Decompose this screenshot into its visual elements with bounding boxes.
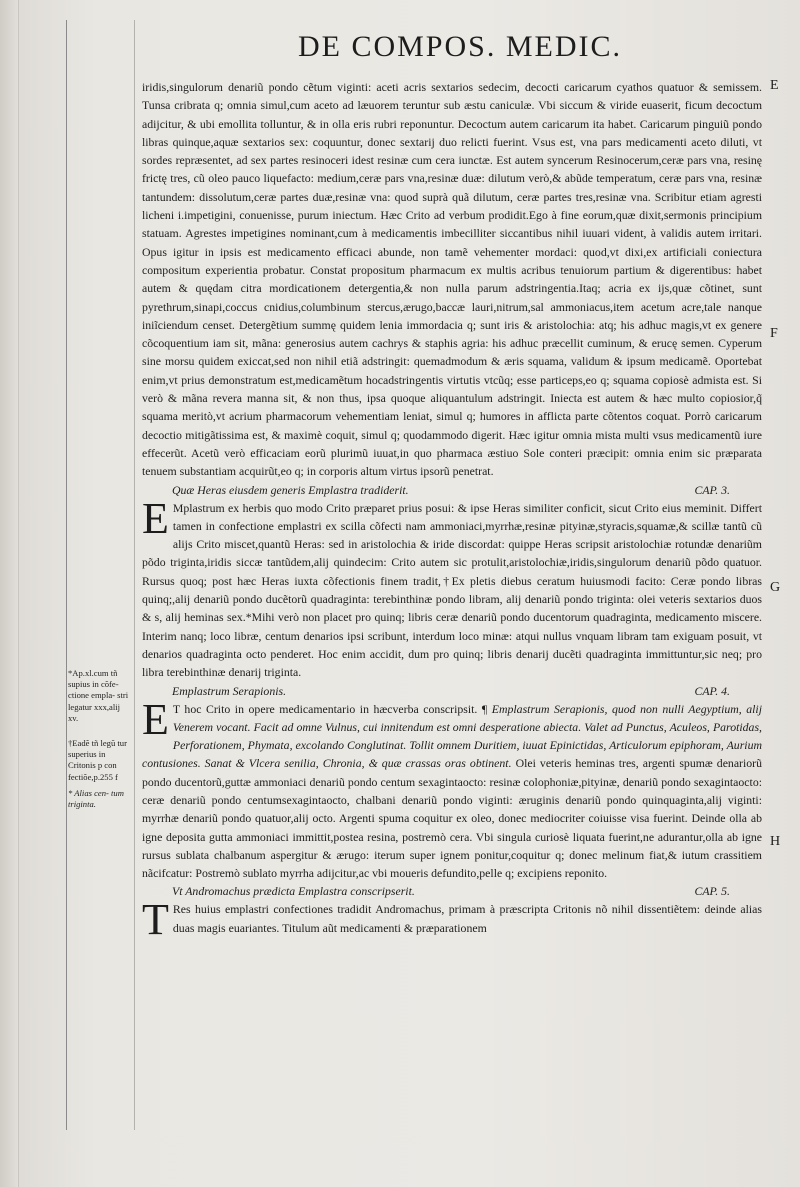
drop-cap: E	[142, 493, 169, 543]
drop-cap: T	[142, 895, 169, 945]
chapter-number: CAP. 3.	[694, 482, 730, 497]
margin-letter-h: H	[770, 834, 781, 849]
drop-cap: E	[142, 694, 169, 744]
chapter-heading-5	[142, 882, 762, 900]
book-binding	[0, 0, 19, 1187]
chapter-number: CAP. 5.	[694, 884, 730, 899]
paragraph-3-text-cont: Olei veteris heminas tres, argenti spumæ denariorũ pondo ducentorũ,guttæ ammoniaci denariũ pondo centum sexagintaocto: resinæ colophoniæ,pityinæ, denariũ pondo sexagintaocto: ceræ denariũ pondo centumsexagintaocto, chalbani denariũ pondo viginti: æruginis denariũ pondo quinquaginta,alij viginti: myrrhæ denariũ pondo quatuor,alij octo. Argenti spuma coquitur ex oleo, donec mediocriter coiuisse visa fuerint. Deinde olla ab igne deposita gutta ammoniaci immittit,postea resina, postremò cera. Vbi singula curiosè liquata fuerint,ne adurantur,olla ab igne rursus sublata chalbanum aspergitur & ærugo: iterum super ignem ponitur,coquitur q; donec melinum fiat,& iutum crassitiem nãcifcatur: Postremò sublato myrrha adijcitur,ac vbi moueris defundito,pelle q; excipiens reponito.	[142, 756, 762, 881]
text-rule	[134, 20, 135, 1130]
main-text	[142, 78, 762, 945]
chapter-heading-4	[142, 682, 762, 700]
running-header: DE COMPOS. MEDIC.	[297, 30, 623, 63]
margin-note-2: †Eadẽ tñ legũ tur superius in Critonis p con fectiõe,p.255 f	[68, 738, 127, 782]
margin-letter-g: G	[770, 580, 781, 595]
chapter-heading-3	[142, 481, 762, 499]
paragraph-4	[142, 895, 762, 945]
paragraph-4-text: Res huius emplastri confectiones tradidit Andromachus, primam à præscripta Critonis nõ nihil dissentiẽtem: deinde alias duas magis euariantes. Titulum aũt medicamenti & præparationem	[172, 902, 762, 935]
chapter-number: CAP. 4.	[694, 683, 730, 698]
margin-note-3: * Alias cen- tum triginta.	[68, 788, 124, 810]
paragraph-2	[142, 493, 762, 682]
chapter-title: Emplastrum Serapionis.	[172, 683, 287, 698]
paragraph-3-text: T hoc Crito in opere medicamentario in hæcverba conscripsit. ¶	[172, 701, 492, 716]
paragraph-1: iridis,singulorum denariũ pondo cẽtum viginti: aceti acris sextarios sedecim, decocti caricarum cyathos quatuor & semissem. Tunsa cribrata q; omnia simul,cum aceto ad læuorem teruntur sub æstu caniculæ. Vbi siccum & viride euaserit, ficum decoctum adijcitur, & ubi emollita tolluntur, & in olla eris rubri reponuntur. Decoctum autem caricarum ita habet. Caricarum pinguiũ pondo libras quinque,aquæ sextarios sex: coquuntur, donec sextarij duo relicti fuerint. Vsus est, vna pars medicamenti aceto diluti, vt sordes repræsentet, ad sex partes resinoceri idest resinæ cum cera iunctæ. Est autem syncerum Resinocerum,ceræ pars vna, resinę frictę tres, cũ oleo pauco liquefacto: medium,ceræ pars vna,resinæ duæ: dilutum verò,& abũde temperatum, ceræ pars vna, resinæ tantundem: dissolutum,ceræ partes duæ,resinæ vna: quod suprà quã dilutum, ceræ partes tres,resinæ vna. Scribitur etiam agresti licheni i.impetigini, conuenisse, purum iniectum. Hæc Crito ad verbum prodidit.Ego à fine eorum,quæ dixit,sermonis principium statuam. Agrestes impetigines nominant,cum à medicamentis imbecilliter siccantibus nihil iuuari vident, à validis autem irritari. Opus igitur in ipsis est medicamento efficaci abunde, non tamẽ vehementer mordaci: quod,vt dixi,ex artificiali coniectura compositum experientia probatur. Constat propositum pharmacum ex multis acribus tenuiorum partium & digerentibus: habet autem & quędam citra mordicationem detergentia,& non nulla parum adstringentia.Itaq; acria ex ijs,quæ cõtinet, sunt pyrethrum,sinapi,coccus cnidius,columbinum stercus,ærugo,baccæ lauri,nitrum,sal ammoniacus,item acetum acre,tale nanque iniĩciendum censet. Detergẽtium summę quidem lenia immordacia q; sunt iris & aristolochia: atq; his adhuc magis,vt ex genere cõcoquentium iam sit, mãna: generosius autem cachrys & staphis agria: his adhuc præcellit cuminum, & erucę semen. Cyperum sine morsu quidem exiccat,sed non nihil etiã adstringit: quemadmodum & æris squama, validum & ipsum medicamẽ. Oportebat enim,vt prius demonstratum est,medicamẽtum hocadstringentis virtutis vtcũq; esse particeps,eo q; squama copiosè admista est. Si verò & mãna revera manna sit, & non thus, ipsa quoque aliquantulum adstringit. Iniecta est autem & hæc multo copiosior,q̃ squama meritò,vt acrium pharmacorum vehementiam leniat, simul q; humores in afflicta parte cõtentos coquat. Porrò caricarum decoctio mitigãtissima est, & maximè coquit, simul q; quodammodo digerit. Hæc igitur omnia mista multi vsus medicamentũ iure effecerũt. Acetũ verò efficaciam eorũ plurimũ iuuat,in quo pharmaca æstiuo Sole conteri præcipit: omnia enim sic præparata tenuem substantiam acquirũt,eo q; in corporis altum virtus ipsorũ penetrat.	[142, 80, 762, 479]
paragraph-3-italic: Emplastrum Serapionis, quod non nulli Aegyptium, alij Venerem vocant. Facit ad omne Vulnus, cui innitendum est omni desperatione abiecta. Valet ad Punctus, Aculeos, Parotidas, Perforationem, Phymata, excolando Conglutinat. Tollit omnem Duritiem, iuuat Epinictidas, Articulorum epiphoram, Aurium contusiones. Sanat & Vlcera senilia, Chronia, & quæ crassas oras obtinent.	[142, 701, 762, 771]
margin-letter-e: E	[770, 78, 779, 93]
margin-rule	[66, 20, 67, 1130]
paragraph-3	[142, 694, 762, 883]
chapter-title: Vt Andromachus prædicta Emplastra conscripserit.	[172, 884, 415, 899]
paragraph-2-text: Mplastrum ex herbis quo modo Crito præparet prius posui: & ipse Heras similiter conficit, sicut Crito eius meminit. Differt tamen in confectione emplastri ex scilla cõfecti nam ammoniaci,myrrhæ,resinæ pityinæ,styracis,squamæ,& scillæ tantũ cũ alijs Crito miscet,quantũ Heras: sed in aristolochia & iride discordat: quippe Heras scripsit aristolochiæ rotundæ denariũm põdo triginta,iridis siccæ tantũdem,alij quindecim: Crito autem sic protulit,aristolochiæ,iridis,singulorum denariũ põdo quatuor. Rursus quoq; post hæc Heras iuxta cõfectionis finem tradit,†Ex pletis diebus ceratum huiusmodi facito: Ceræ pondo libras quinq;,alij denariũ pondo ducẽtorũ quadraginta: terebinthinæ pondo libram, alij denariũ pondo triginta: olei veteris sextarios duos & s, alij heminas sex.*Mihi verò non placet pro quinq; libris ceræ denariũ pondo ducentorum quadraginta, medicamento miscere. Interim nanq; loco libræ, centum denarios ipsi scribunt, interdum loco minæ: atqui nullus vnquam libram tam exiguam posuit, vt denarios quadraginta octo penderet. Hoc enim accidit, dum pro quinq; libris denarij ducẽti quadraginta immittuntur,sic neq; pro libra terebinthinæ denarij triginta.	[142, 500, 762, 680]
margin-letter-f: F	[770, 326, 778, 341]
margin-note-1: *Ap.xl.cum tñ supius in cõfe- ctione empla- stri legatur xxx,alij xv.	[68, 668, 129, 723]
chapter-title: Quæ Heras eiusdem generis Emplastra tradiderit.	[172, 482, 409, 497]
